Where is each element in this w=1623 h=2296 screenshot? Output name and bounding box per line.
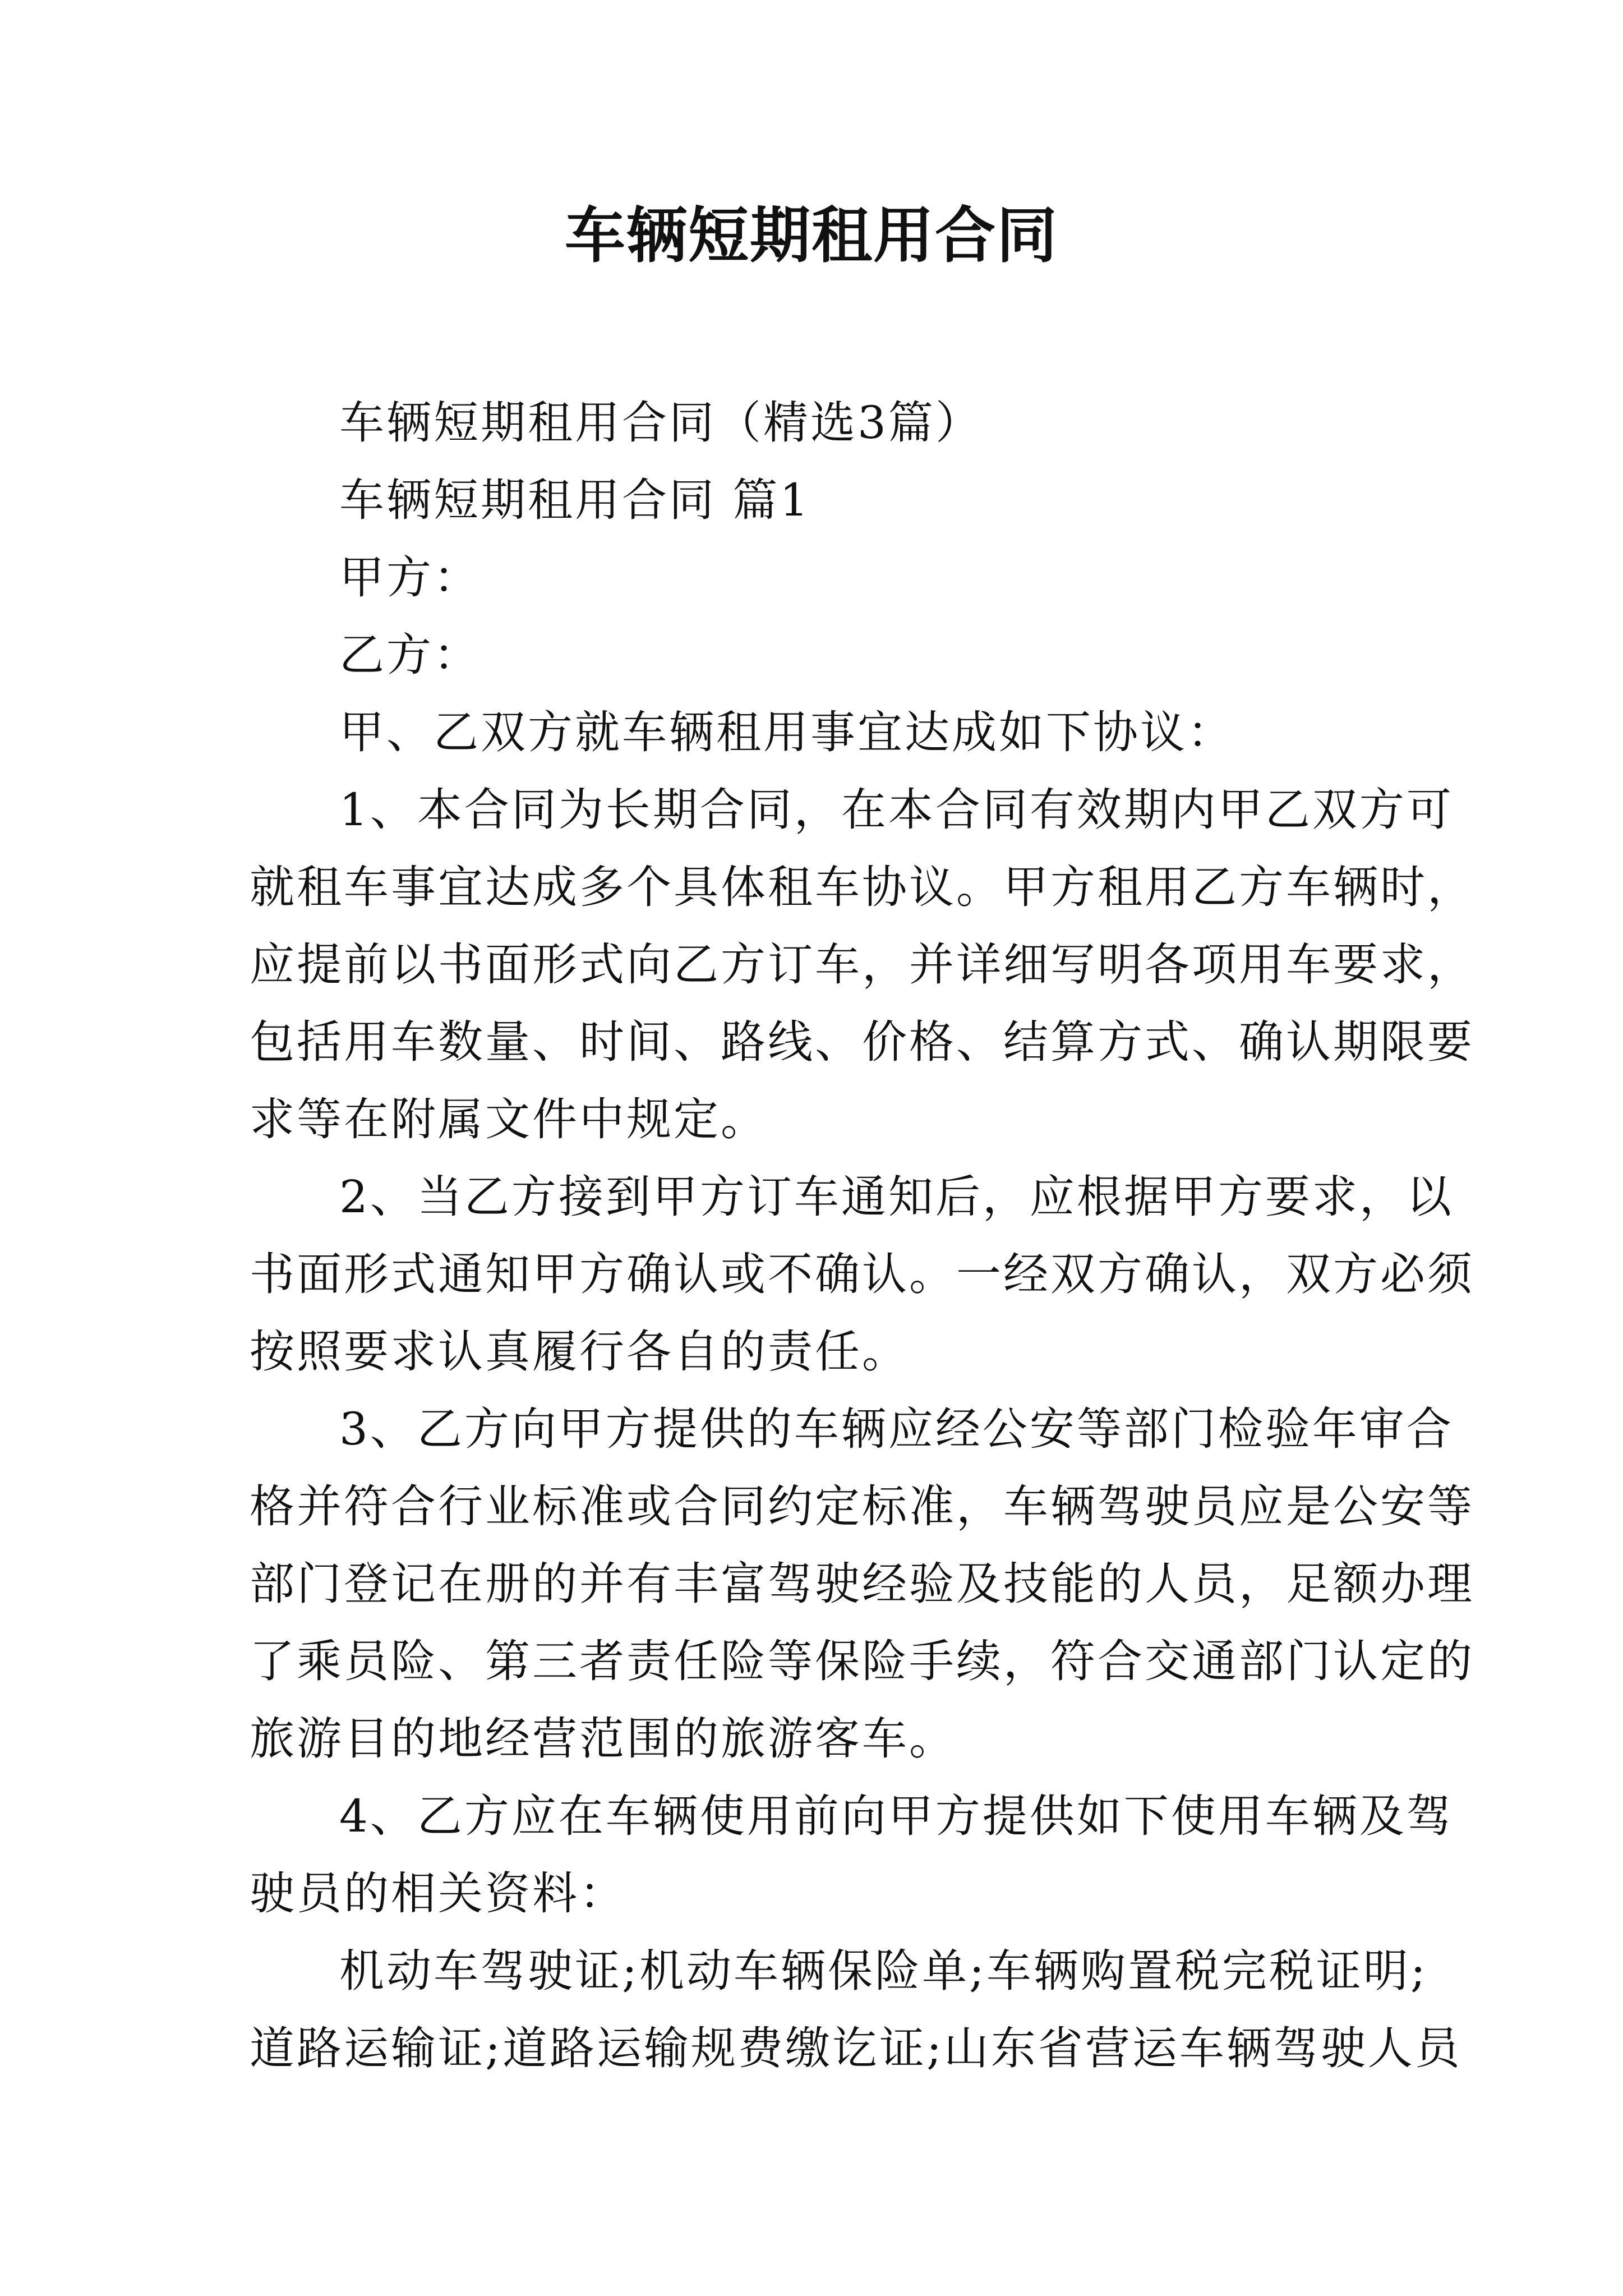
clause-line: 包括用车数量、时间、路线、价格、结算方式、确认期限要 [250,1016,1474,1068]
clause-line: 就租车事宜达成多个具体租车协议。甲方租用乙方车辆时， [250,861,1474,913]
clause-line: 2、当乙方接到甲方订车通知后，应根据甲方要求，以 [339,1171,1454,1223]
clause-line: 1、本合同为长期合同，在本合同有效期内甲乙双方可 [339,784,1454,836]
clause-1 [250,771,1474,1158]
clause-line: 求等在附属文件中规定。 [250,1093,768,1145]
clause-line: 道路运输证;道路运输规费缴讫证;山东省营运车辆驾驶人员 [250,2022,1462,2074]
clause-3 [250,1391,1474,1778]
documents-list-paragraph [250,1932,1462,2087]
clause-2 [250,1158,1474,1391]
clause-line: 3、乙方向甲方提供的车辆应经公安等部门检验年审合 [339,1403,1454,1455]
clause-4 [250,1778,1454,1932]
document-title: 车辆短期租用合同 [564,200,1058,271]
clause-line: 了乘员险、第三者责任险等保险手续，符合交通部门认定的 [250,1635,1474,1687]
party-a-label: 甲方： [339,551,481,604]
clause-line: 应提前以书面形式向乙方订车，并详细写明各项用车要求， [250,938,1474,991]
document-subtitle: 车辆短期租用合同（精选3篇） [339,397,983,449]
intro-paragraph: 甲、乙双方就车辆租用事宜达成如下协议： [339,706,1234,758]
clause-line: 按照要求认真履行各自的责任。 [250,1326,909,1378]
clause-line: 驶员的相关资料： [250,1867,626,1920]
clause-line: 旅游目的地经营范围的旅游客车。 [250,1713,956,1765]
party-b-label: 乙方： [339,629,481,681]
clause-line: 机动车驾驶证;机动车辆保险单;车辆购置税完税证明; [339,1945,1428,1997]
clause-line: 书面形式通知甲方确认或不确认。一经双方确认，双方必须 [250,1248,1474,1300]
section-heading: 车辆短期租用合同 篇1 [339,474,811,526]
clause-line: 4、乙方应在车辆使用前向甲方提供如下使用车辆及驾 [339,1790,1454,1842]
document-body [250,384,1474,2087]
clause-line: 格并符合行业标准或合同约定标准，车辆驾驶员应是公安等 [250,1480,1474,1533]
clause-line: 部门登记在册的并有丰富驾驶经验及技能的人员，足额办理 [250,1558,1474,1610]
